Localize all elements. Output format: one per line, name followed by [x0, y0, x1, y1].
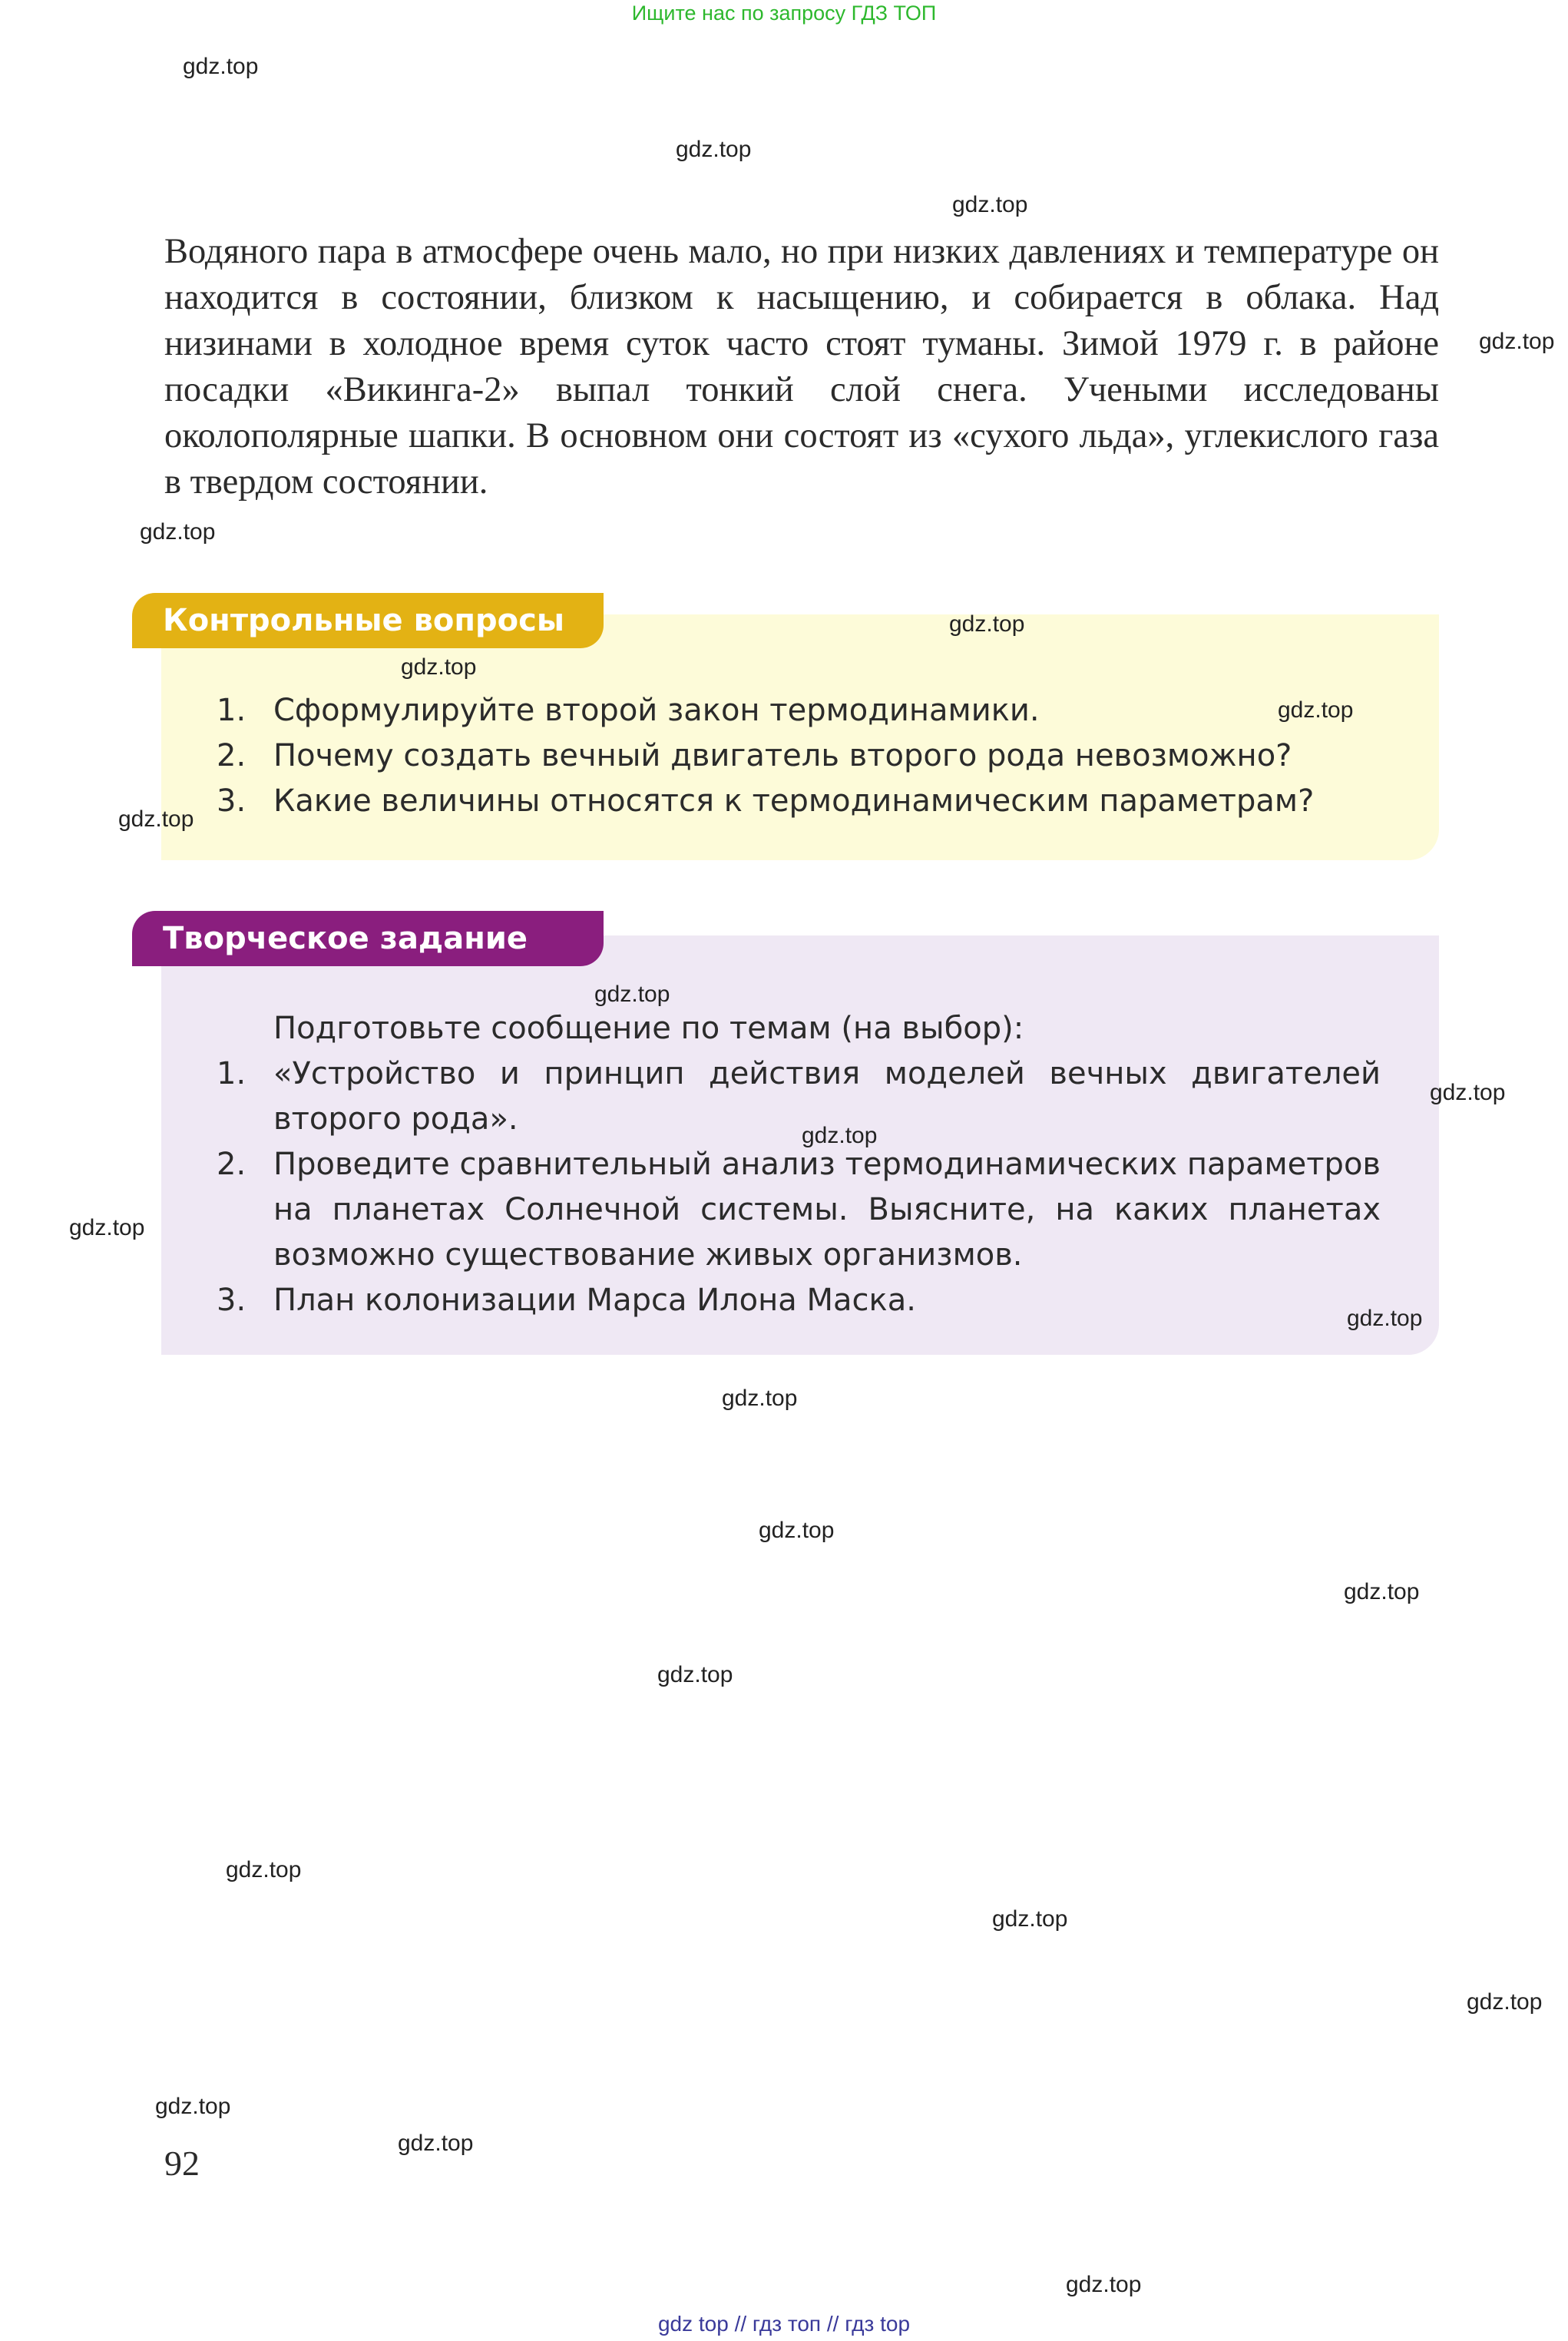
watermark: gdz.top — [949, 611, 1025, 637]
watermark: gdz.top — [1347, 1306, 1423, 1331]
watermark: gdz.top — [1344, 1579, 1420, 1604]
page-number: 92 — [164, 2144, 200, 2183]
watermark: gdz.top — [1430, 1080, 1506, 1105]
list-item-text: План колонизации Марса Илона Маска. — [273, 1283, 916, 1318]
watermark: gdz.top — [398, 2131, 474, 2156]
watermark: gdz.top — [226, 1857, 302, 1882]
body-paragraph: Водяного пара в атмосфере очень мало, но при низких давлениях и температуре он находится в состоянии, близком к насыщению, и собирается в облака. Над низинами в холодное время суток часто стоят туманы. Зимой 1979 г. в районе посадки «Викинга-2» выпал тонкий слой снега. Учеными исследованы околополярные шапки. В основном они состоят из «сухого льда», углекислого газа в твердом состоянии. — [164, 232, 1439, 502]
watermark: gdz.top — [69, 1215, 145, 1240]
control-questions-list — [217, 688, 1384, 824]
list-item — [217, 733, 1384, 779]
control-questions-title: Контрольные вопросы — [132, 593, 604, 648]
list-item-number: 1. — [217, 693, 246, 728]
watermark: gdz.top — [140, 519, 216, 545]
watermark: gdz.top — [676, 137, 752, 162]
list-item-number: 2. — [217, 738, 246, 773]
watermark: gdz.top — [118, 806, 194, 832]
list-item-number: 3. — [217, 783, 246, 819]
list-item-text: Какие величины относятся к термодинамическим параметрам? — [273, 783, 1315, 819]
watermark: gdz.top — [594, 982, 670, 1007]
list-item-number: 2. — [217, 1147, 246, 1182]
watermark: gdz.top — [759, 1518, 835, 1543]
list-item-text: Почему создать вечный двигатель второго рода невозможно? — [273, 738, 1292, 773]
creative-task-list — [217, 1051, 1381, 1323]
top-banner: Ищите нас по запросу ГДЗ ТОП — [631, 2, 937, 25]
footer-links: gdz top // гдз топ // гдз top — [657, 2312, 911, 2336]
watermark: gdz.top — [992, 1906, 1068, 1932]
list-item — [217, 779, 1384, 824]
list-item-number: 1. — [217, 1056, 246, 1091]
watermark: gdz.top — [1278, 697, 1354, 723]
list-item — [217, 1051, 1381, 1142]
creative-task-title: Творческое задание — [132, 911, 604, 966]
watermark: gdz.top — [1066, 2272, 1142, 2297]
watermark: gdz.top — [802, 1123, 878, 1148]
list-item-number: 3. — [217, 1283, 246, 1318]
watermark: gdz.top — [155, 2094, 231, 2119]
list-item — [217, 1278, 1381, 1323]
list-item-text: Сформулируйте второй закон термодинамики. — [273, 693, 1040, 728]
watermark: gdz.top — [1479, 329, 1555, 354]
watermark: gdz.top — [952, 192, 1028, 217]
watermark: gdz.top — [1467, 1989, 1543, 2015]
list-item-text: Проведите сравнительный анализ термодинамических параметров на планетах Солнечной системы. Выясните, на каких планетах возможно существование живых организмов. — [273, 1147, 1381, 1273]
watermark: gdz.top — [183, 54, 259, 79]
watermark: gdz.top — [401, 654, 477, 680]
list-item — [217, 688, 1384, 733]
list-item — [217, 1142, 1381, 1278]
creative-task-intro: Подготовьте сообщение по темам (на выбор): — [273, 1011, 1024, 1046]
watermark: gdz.top — [657, 1662, 733, 1687]
watermark: gdz.top — [722, 1386, 798, 1411]
list-item-text: «Устройство и принцип действия моделей вечных двигателей второго рода». — [273, 1056, 1381, 1137]
